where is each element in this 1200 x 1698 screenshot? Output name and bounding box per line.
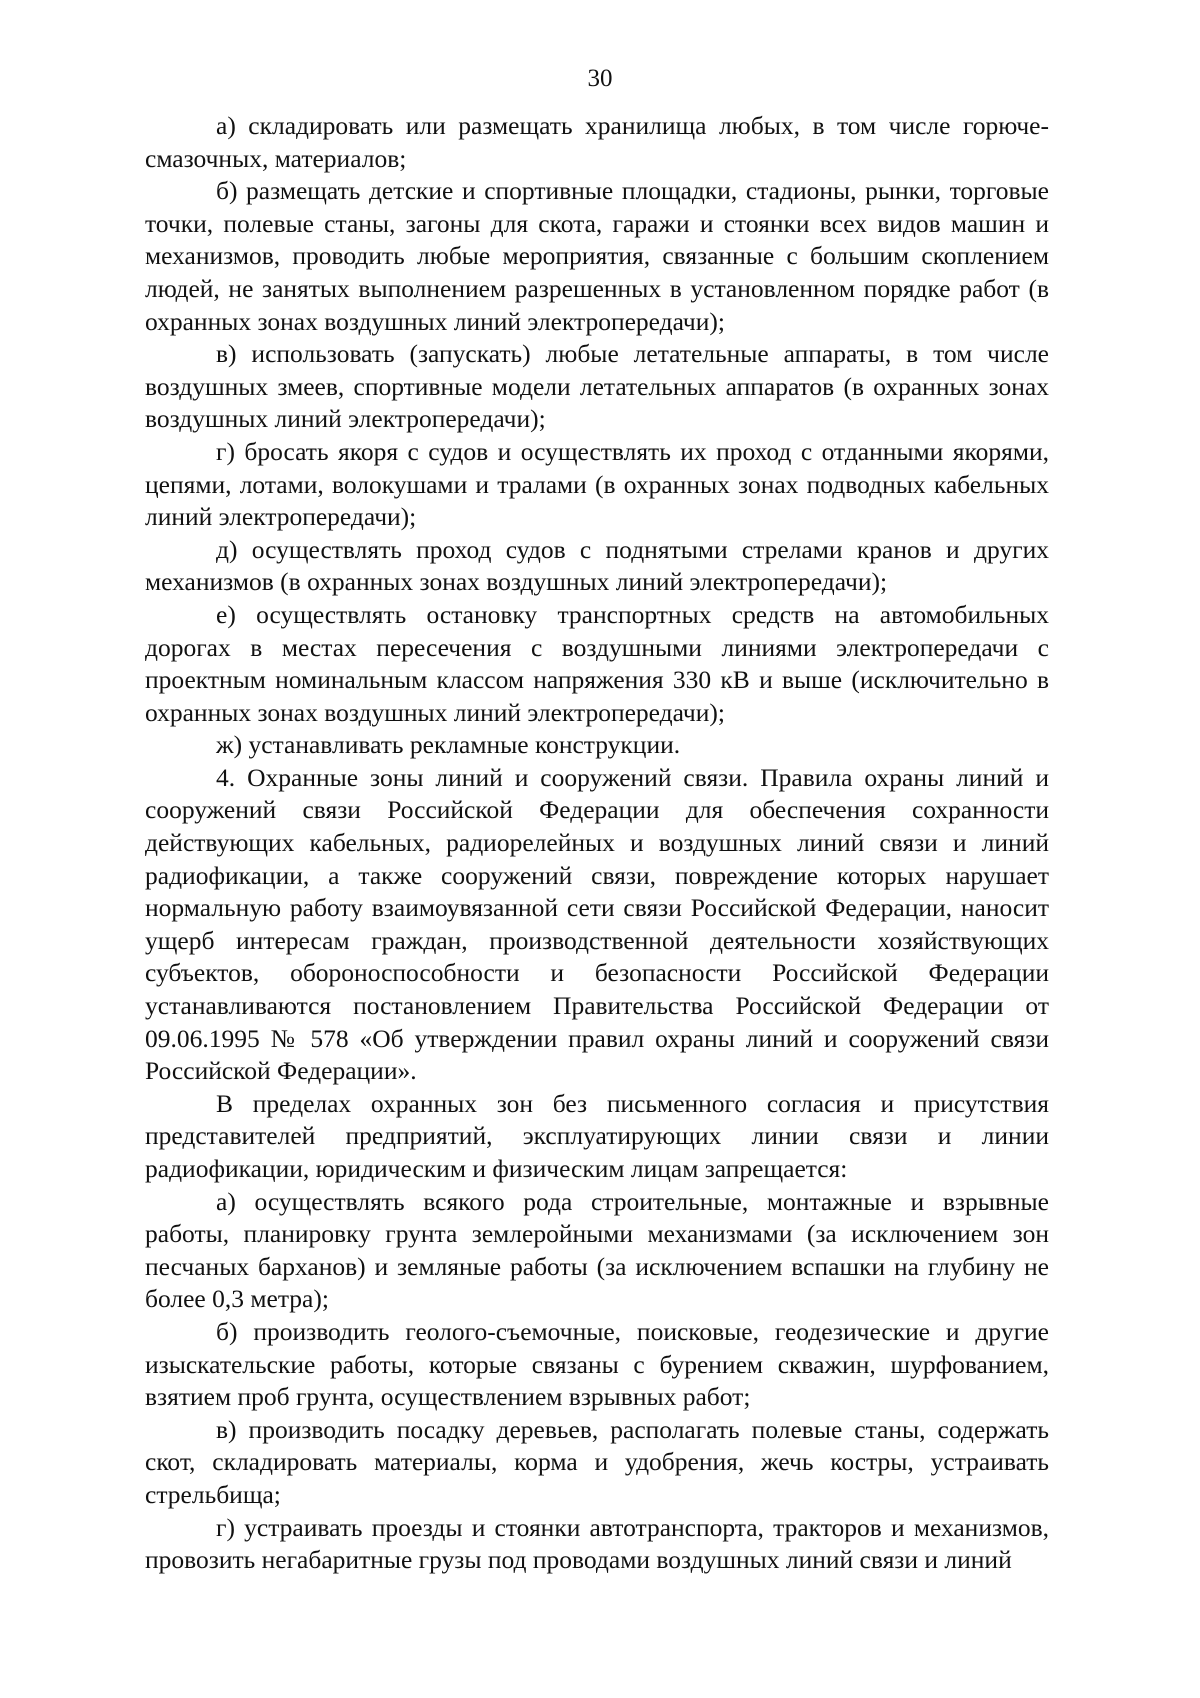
paragraph-prohibitions-intro: В пределах охранных зон без письменного согласия и присутствия представителей предприятий, эксплуатирующих линии связи и линии радиофикации, юридическим и физическим лицам запрещается: (145, 1088, 1049, 1183)
paragraph-item-d-cranes: д) осуществлять проход судов с поднятыми стрелами кранов и других механизмов (в охранных зонах воздушных линий электропередачи); (145, 534, 1049, 597)
paragraph-item-zh-advertising: ж) устанавливать рекламные конструкции. (216, 730, 681, 760)
paragraph-item-v-planting: в) производить посадку деревьев, располагать полевые станы, содержать скот, складировать материалы, корма и удобрения, жечь костры, устраивать стрельбища; (145, 1414, 1049, 1509)
paragraph-item-b-grounds: б) размещать детские и спортивные площадки, стадионы, рынки, торговые точки, полевые станы, загоны для скота, гаражи и стоянки всех видов машин и механизмов, проводить любые мероприятия, связанные с большим скоплением людей, не занятых выполнением разрешенных в установленном порядке работ (в охранных зонах воздушных линий электропередачи); (145, 176, 1049, 336)
page-number: 30 (587, 65, 613, 92)
paragraph-item-v-aircraft: в) использовать (запускать) любые летательные аппараты, в том числе воздушных змеев, спортивные модели летательных аппаратов (в охранных зонах воздушных линий электропередачи); (145, 339, 1049, 434)
paragraph-item-a-storage: а) складировать или размещать хранилища любых, в том числе горюче-смазочных, материалов; (145, 111, 1049, 173)
paragraph-item-e-vehicles: е) осуществлять остановку транспортных средств на автомобильных дорогах в местах пересечения с воздушными линиями электропередачи с проектным номинальным классом напряжения 330 кВ и выше (исключительно в охранных зонах воздушных линий электропередачи); (145, 599, 1049, 727)
document-body (145, 110, 1049, 1577)
paragraph-item-g-transport: г) устраивать проезды и стоянки автотранспорта, тракторов и механизмов, провозить негабаритные грузы под проводами воздушных линий связи и линий (145, 1512, 1049, 1575)
paragraph-item-a-construction: а) осуществлять всякого рода строительные, монтажные и взрывные работы, планировку грунта землеройными механизмами (за исключением зон песчаных барханов) и земляные работы (за исключением вспашки на глубину не более 0,3 метра); (145, 1186, 1049, 1314)
paragraph-section-4-communication-zones: 4. Охранные зоны линий и сооружений связи. Правила охраны линий и сооружений связи Российской Федерации для обеспечения сохранности действующих кабельных, радиорелейных и воздушных линий связи и линий радиофикации, а также сооружений связи, повреждение которых нарушает нормальную работу взаимоувязанной сети связи Российской Федерации, наносит ущерб интересам граждан, производственной деятельности хозяйствующих субъектов, обороноспособности и безопасности Российской Федерации устанавливаются постановлением Правительства Российской Федерации от 09.06.1995 № 578 «Об утверждении правил охраны линий и сооружений связи Российской Федерации». (145, 762, 1049, 1086)
paragraph-item-g-anchors: г) бросать якоря с судов и осуществлять их проход с отданными якорями, цепями, лотами, волокушами и тралами (в охранных зонах подводных кабельных линий электропередачи); (145, 436, 1049, 532)
paragraph-item-b-survey: б) производить геолого-съемочные, поисковые, геодезические и другие изыскательские работы, которые связаны с бурением скважин, шурфованием, взятием проб грунта, осуществлением взрывных работ; (145, 1316, 1049, 1412)
